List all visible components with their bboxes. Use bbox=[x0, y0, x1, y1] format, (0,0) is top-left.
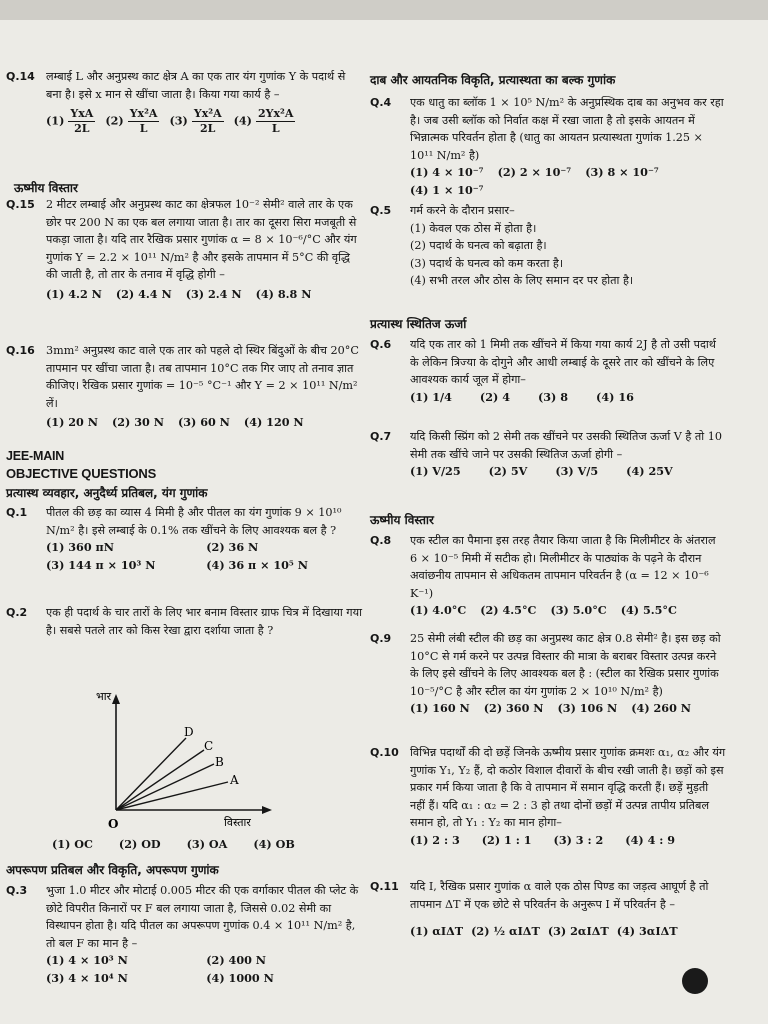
section-heading: दाब और आयतनिक विकृति, प्रत्यास्थता का बल्क गुणांक bbox=[370, 73, 616, 87]
option-4: (4) 120 N bbox=[243, 415, 304, 429]
option-2: (2) ½ αIΔT bbox=[471, 924, 540, 938]
scan-border-top bbox=[0, 0, 768, 20]
question-text: एक ही पदार्थ के चार तारों के लिए भार बनाम विस्तार ग्राफ चित्र में दिखाया गया है। सबसे पतले तार को किस रेखा द्वारा दर्शाया जाता है ? bbox=[46, 606, 362, 637]
question-number: Q.5 bbox=[370, 204, 392, 217]
options bbox=[410, 463, 726, 481]
option-2: (2) 5V bbox=[488, 464, 528, 478]
origin-label: O bbox=[108, 817, 119, 831]
question-text: एक स्टील का पैमाना इस तरह तैयार किया जाता है कि मिलीमीटर के अंतराल 6 × 10⁻⁵ मिमी में सटीक हो। मिलीमीटर के पाठ्यांक के पढ़ने के दौरान अवांछनीय तापमान से अधिकतम तापमान परिवर्तन है (α = 12 × 10⁻⁶ K⁻¹) bbox=[410, 534, 716, 600]
question-text: यदि एक तार को 1 मिमी तक खींचने में किया गया कार्य 2J है तो उसी पदार्थ के लेकिन त्रिज्या के दोगुने और आधी लम्बाई के दूसरे तार को खींचने के लिए आवश्यक कार्य जूल में होगा– bbox=[410, 338, 716, 386]
option-4: (4) 3αIΔT bbox=[616, 924, 678, 938]
options bbox=[410, 832, 726, 850]
question-number: Q.16 bbox=[6, 344, 35, 357]
question-2-options bbox=[52, 836, 295, 854]
options bbox=[410, 700, 726, 718]
option-2: (2) $\frac{\text{Yx²A}}{L}$ bbox=[105, 107, 158, 135]
option-2: (2) 30 N bbox=[111, 415, 164, 429]
label-b: B bbox=[215, 755, 224, 769]
question-number: Q.15 bbox=[6, 198, 35, 211]
question-text: पीतल की छड़ का व्यास 4 मिमी है और पीतल का यंग गुणांक 9 × 10¹⁰ N/m² है। इसे लम्बाई के 0.1% तक खींचने के लिए आवश्यक बल है ? bbox=[46, 506, 342, 537]
option-4: (4) 5.5°C bbox=[620, 603, 677, 617]
option-4: (4) OB bbox=[253, 837, 295, 851]
question-text: एक धातु का ब्लॉक 1 × 10⁵ N/m² के अनुप्रस्थिक दाब का अनुभव कर रहा है। जब उसी ब्लॉक को निर्वात कक्ष में रखा जाता है तो इसके आयतन में भिन्नात्मक परिवर्तन होता है (धातु का आयतन प्रत्यास्थता गुणांक 1.25 × 10¹¹ N/m² है) bbox=[410, 96, 724, 162]
option-1: (1) 4 × 10⁻⁷ bbox=[410, 165, 484, 179]
option-1: (1) 2 : 3 bbox=[410, 832, 460, 847]
question-text: 25 सेमी लंबी स्टील की छड़ का अनुप्रस्थ काट क्षेत्र 0.8 सेमी² है। इस छड़ को 10°C से गर्म करने पर उत्पन्न विस्तार की मात्रा के बराबर विस्तार उत्पन्न करने के लिए इसे खींचने के लिए आवश्यक बल है : (स्टील का रैखिक प्रसार गुणांक 10⁻⁵/°C है और स्टील का यंग गुणांक 2 × 10¹⁰ N/m² है) bbox=[410, 632, 721, 698]
option-4: (4) सभी तरल और ठोस के लिए समान दर पर होता है। bbox=[410, 274, 634, 287]
option-3: (3) 3 : 2 bbox=[553, 832, 604, 847]
question-number: Q.6 bbox=[370, 338, 392, 351]
option-2: (2) 36 N bbox=[206, 540, 259, 554]
option-3: (3) 8 bbox=[537, 389, 569, 404]
label-d: D bbox=[184, 725, 194, 739]
options bbox=[46, 286, 364, 304]
question-text: यदि किसी स्प्रिंग को 2 सेमी तक खींचने पर उसकी स्थितिज ऊर्जा V है तो 10 सेमी तक खींचे जाने पर उसकी स्थितिज ऊर्जा होगी – bbox=[410, 430, 722, 461]
option-4: (4) 8.8 N bbox=[255, 286, 312, 301]
option-3: (3) 2.4 N bbox=[185, 286, 242, 301]
label-a: A bbox=[230, 773, 239, 787]
option-1: (1) YxA 2L bbox=[46, 107, 94, 135]
objective-heading: OBJECTIVE QUESTIONS bbox=[6, 466, 157, 481]
options bbox=[410, 923, 726, 941]
option-3: (3) 144 π × 10³ N bbox=[46, 557, 156, 572]
option-1: (1) V/25 bbox=[410, 464, 461, 478]
option-4: (4) 25V bbox=[626, 464, 673, 478]
option-4: (4) 36 π × 10⁵ N bbox=[206, 557, 308, 572]
option-2: (2) 400 N bbox=[206, 953, 267, 967]
option-1: (1) केवल एक ठोस में होता है। bbox=[410, 221, 537, 235]
line-b bbox=[116, 764, 214, 810]
section-heading: अपरूपण प्रतिबल और विकृति, अपरूपण गुणांक bbox=[6, 863, 219, 877]
question-text: 3mm² अनुप्रस्थ काट वाले एक तार को पहले दो स्थिर बिंदुओं के बीच 20°C तापमान पर खींचा जाता है। तब तापमान 10°C तक गिर जाए तो तनाव ज्ञात कीजिए। रैखिक प्रसार गुणांक = 10⁻⁵ °C⁻¹ और Y = 2 × 10¹¹ N/m² लें। bbox=[46, 344, 359, 410]
option-4: (4) 1 × 10⁻⁷ bbox=[410, 182, 484, 197]
option-2: (2) OD bbox=[118, 837, 161, 851]
question-number: Q.8 bbox=[370, 534, 392, 547]
option-4: (4) 16 bbox=[596, 389, 634, 404]
option-2: (2) 4.4 N bbox=[115, 286, 172, 301]
y-axis-arrow bbox=[112, 694, 120, 704]
exam-label: JEE-MAIN bbox=[6, 449, 65, 463]
question-number: Q.7 bbox=[370, 430, 392, 443]
question-14 bbox=[6, 68, 364, 198]
option-3: (3) 5.0°C bbox=[550, 603, 607, 617]
line-c bbox=[116, 750, 204, 810]
option-3: (3) 106 N bbox=[557, 701, 618, 715]
option-1: (1) 360 πN bbox=[46, 540, 114, 554]
option-3: (3) पदार्थ के घनत्व को कम करता है। bbox=[410, 256, 564, 270]
option-4: (4) 1000 N bbox=[206, 970, 274, 985]
section-heading: ऊष्मीय विस्तार bbox=[14, 181, 78, 195]
question-text: गर्म करने के दौरान प्रसार– bbox=[410, 204, 515, 217]
option-2: (2) 4 bbox=[479, 389, 510, 404]
option-2: (2) 1 : 1 bbox=[481, 832, 532, 847]
option-3: (3) 8 × 10⁻⁷ bbox=[585, 165, 659, 179]
x-axis-arrow bbox=[262, 806, 272, 814]
question-number: Q.2 bbox=[6, 606, 28, 619]
question-text: यदि I, रैखिक प्रसार गुणांक α वाले एक ठोस पिण्ड का जड़त्व आघूर्ण है तो तापमान ΔT में एक छोटे से परिवर्तन के अनुरूप I में परिवर्तन है – bbox=[410, 880, 709, 911]
option-1: (1) 20 N bbox=[46, 415, 98, 429]
option-1: (1) 4 × 10³ N bbox=[46, 953, 128, 967]
section-heading: प्रत्यास्थ व्यवहार, अनुदैर्ध्य प्रतिबल, यंग गुणांक bbox=[6, 486, 208, 500]
option-2: (2) पदार्थ के घनत्व को बढ़ाता है। bbox=[410, 239, 547, 252]
option-2: (2) 4.5°C bbox=[480, 603, 537, 617]
x-axis-label: विस्तार bbox=[224, 816, 251, 829]
option-3: (3) 60 N bbox=[177, 415, 230, 429]
option-1: (1) OC bbox=[52, 837, 93, 851]
page-corner-mark bbox=[682, 968, 708, 994]
question-text: लम्बाई L और अनुप्रस्थ काट क्षेत्र A का एक तार यंग गुणांक Y के पदार्थ से बना है। इसे x मान से खींचा जाता है। किया गया कार्य है – bbox=[46, 70, 346, 101]
option-1: (1) αIΔT bbox=[410, 924, 464, 938]
question-number: Q.9 bbox=[370, 632, 392, 645]
options bbox=[46, 539, 364, 574]
option-1: (1) 4.2 N bbox=[46, 286, 102, 301]
option-2: (2) 2 × 10⁻⁷ bbox=[497, 165, 572, 179]
option-3: (3) $\frac{\text{Yx²A}}{2L}$ bbox=[169, 107, 222, 135]
option-4: (4) 4 : 9 bbox=[625, 832, 676, 847]
option-2: (2) 360 N bbox=[483, 701, 544, 715]
options bbox=[46, 414, 364, 432]
options bbox=[410, 389, 726, 407]
section-heading: प्रत्यास्थ स्थितिज ऊर्जा bbox=[370, 317, 467, 331]
question-number: Q.10 bbox=[370, 746, 399, 759]
line-a bbox=[116, 782, 228, 810]
option-4: (4) 260 N bbox=[631, 701, 691, 715]
load-extension-graph bbox=[46, 680, 306, 831]
line-d bbox=[116, 738, 186, 810]
question-text: विभिन्न पदार्थों की दो छड़ें जिनके ऊष्मीय प्रसार गुणांक क्रमशः α₁, α₂ और यंग गुणांक Y₁, Y₂ हैं, दो कठोर विशाल दीवारों के बीच रखी जाती है। छड़ों को इस प्रकार गर्म किया जाता है कि वे तापमान में समान वृद्धि करती हैं। छड़ें मुड़ती नहीं हैं। यदि α₁ : α₂ = 2 : 3 हो तथा दोनों छड़ों में उत्पन्न तापीय प्रतिबल समान हो, तो Y₁ : Y₂ का मान होगा– bbox=[410, 746, 726, 829]
question-number: Q.1 bbox=[6, 506, 28, 519]
options bbox=[46, 107, 364, 136]
question-number: Q.3 bbox=[6, 884, 28, 897]
document-page bbox=[0, 20, 768, 1024]
option-4: (4) $\frac{\text{2Yx²A}}{L}$ bbox=[233, 107, 294, 135]
option-3: (3) V/5 bbox=[555, 464, 599, 478]
option-3: (3) OA bbox=[186, 837, 228, 851]
question-text: भुजा 1.0 मीटर और मोटाई 0.005 मीटर की एक वर्गाकार पीतल की प्लेट के छोटे विपरीत किनारों पर F बल लगाया जाता है, जिससे 0.02 सेमी का विस्थापन होता है। यदि पीतल का अपरूपण गुणांक 0.4 × 10¹¹ N/m² है, तो बल F का मान है – bbox=[46, 884, 359, 950]
section-heading: ऊष्मीय विस्तार bbox=[370, 513, 434, 527]
option-1: (1) 160 N bbox=[410, 701, 470, 715]
option-3: (3) 4 × 10⁴ N bbox=[46, 970, 128, 985]
question-text: 2 मीटर लम्बाई और अनुप्रस्थ काट का क्षेत्रफल 10⁻² सेमी² वाले तार के एक छोर पर 200 N का एक बल लगाया जाता है। तार का दूसरा सिरा मजबूती से पकड़ा जाता है। यदि तार रैखिक प्रसार गुणांक α = 8 × 10⁻⁶/°C और यंग गुणांक Y = 2.2 × 10¹¹ N/m² है और इसके तापमान में 5°C की वृद्धि की जाती है, तो तार के तनाव में वृद्धि होगी – bbox=[46, 198, 357, 281]
options bbox=[410, 602, 726, 620]
option-1: (1) 4.0°C bbox=[410, 603, 467, 617]
y-axis-label: भार bbox=[96, 690, 112, 703]
question-number: Q.4 bbox=[370, 96, 392, 109]
label-c: C bbox=[204, 739, 214, 753]
question-number: Q.14 bbox=[6, 70, 35, 83]
question-number: Q.11 bbox=[370, 880, 399, 893]
options bbox=[46, 952, 364, 987]
option-1: (1) 1/4 bbox=[410, 389, 452, 404]
option-3: (3) 2αIΔT bbox=[547, 924, 609, 938]
options bbox=[410, 164, 726, 199]
